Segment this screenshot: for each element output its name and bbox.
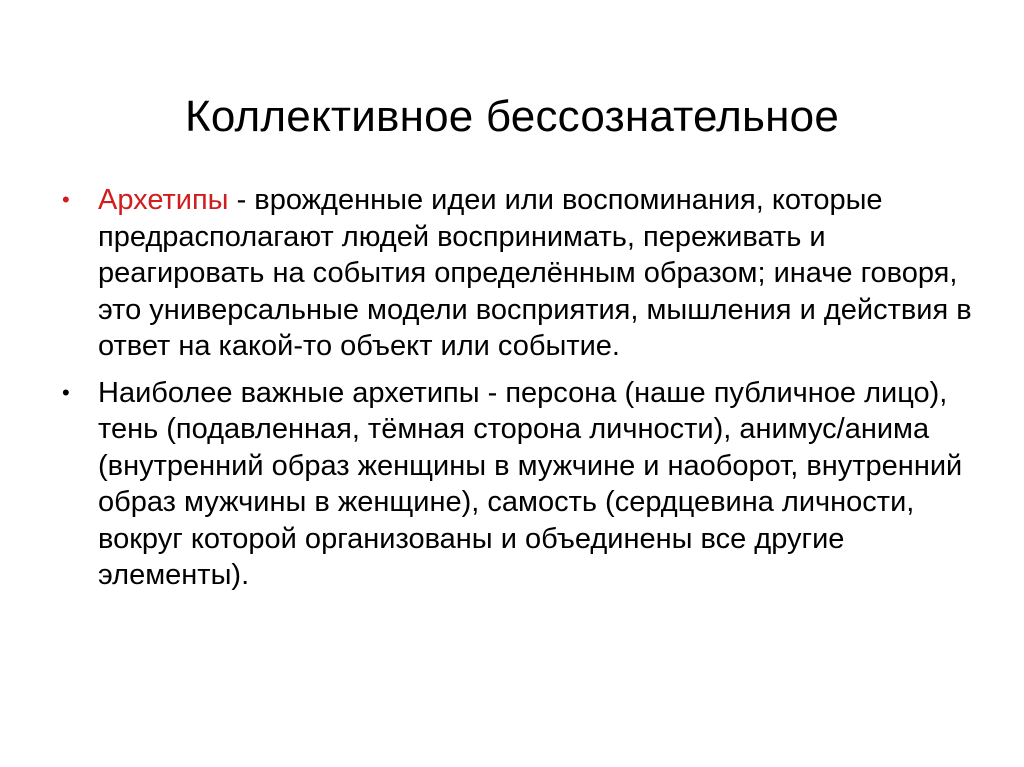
bullet-list bbox=[62, 182, 982, 604]
bullet-text-important-archetypes: Наиболее важные архетипы - персона (наше публичное лицо), тень (подавленная, тёмная сторона личности), анимус/анима (внутренний образ женщины в мужчине и наоборот, внутренний образ мужчины в женщине), самость (сердцевина личности, вокруг которой организованы и объединены все другие элементы). bbox=[98, 376, 963, 591]
bullet-item-archetypes bbox=[62, 182, 982, 365]
bullet-term-archetypes: Архетипы bbox=[98, 184, 229, 216]
bullet-marker: • bbox=[62, 187, 70, 212]
slide-title: Коллективное бессознательное bbox=[185, 92, 839, 142]
bullet-marker: • bbox=[62, 379, 70, 405]
bullet-text-archetypes: - врожденные идеи или воспоминания, которые предрасполагают людей воспринимать, переживать и реагировать на события определённым образом; иначе говоря, это универсальные модели восприятия, мышления и действия в ответ на какой-то объект или событие. bbox=[98, 184, 972, 362]
bullet-item-important-archetypes bbox=[62, 375, 982, 594]
